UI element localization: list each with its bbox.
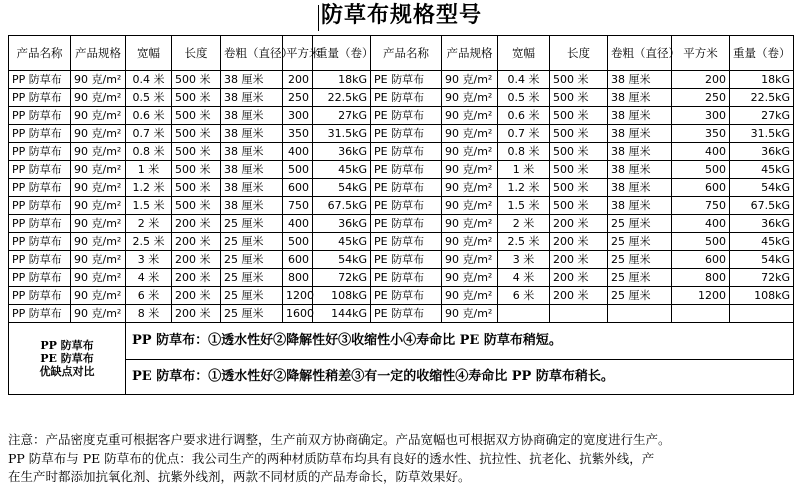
cell-width: 0.5 米 [126, 89, 172, 107]
cell-area: 250 [672, 89, 730, 107]
cell-product-name: PP 防草布 [9, 251, 71, 269]
header-product-name: 产品名称 [371, 36, 442, 71]
cell-product-spec: 90 克/m² [71, 89, 126, 107]
cell-width: 0.4 米 [498, 71, 550, 89]
cell-product-spec: 90 克/m² [442, 107, 498, 125]
cell-product-name: PP 防草布 [9, 305, 71, 323]
cell-product-spec: 90 克/m² [442, 305, 498, 323]
cell-product-name: PE 防草布 [371, 197, 442, 215]
cell-weight: 54kG [313, 179, 371, 197]
cell-weight: 45kG [730, 161, 794, 179]
cell-weight: 18kG [313, 71, 371, 89]
cell-roll-diameter: 38 厘米 [608, 143, 672, 161]
comparison-label-line: PP 防草布 [40, 339, 94, 352]
cell-length: 500 米 [550, 161, 608, 179]
cell-length: 500 米 [550, 71, 608, 89]
cell-width: 0.4 米 [126, 71, 172, 89]
cell-length: 500 米 [550, 107, 608, 125]
cell-length: 200 米 [172, 233, 221, 251]
cell-weight: 54kG [730, 179, 794, 197]
cell-length: 500 米 [172, 161, 221, 179]
cell-length: 200 米 [550, 269, 608, 287]
cell-product-spec: 90 克/m² [442, 161, 498, 179]
cell-weight: 54kG [730, 251, 794, 269]
cell-roll-diameter: 25 厘米 [608, 287, 672, 305]
cell-length: 200 米 [172, 215, 221, 233]
cell-weight: 36kG [313, 143, 371, 161]
cell-area: 350 [672, 125, 730, 143]
cell-length: 200 米 [550, 287, 608, 305]
table-row [9, 125, 794, 143]
cell-roll-diameter: 25 厘米 [221, 251, 283, 269]
comparison-label [9, 323, 126, 395]
cell-product-name: PE 防草布 [371, 251, 442, 269]
cell-area: 500 [283, 161, 313, 179]
cell-product-name: PP 防草布 [9, 89, 71, 107]
cell-roll-diameter: 25 厘米 [221, 215, 283, 233]
comparison-details [126, 323, 794, 395]
cell-product-spec: 90 克/m² [71, 305, 126, 323]
cell-width: 3 米 [126, 251, 172, 269]
cell-product-name: PE 防草布 [371, 287, 442, 305]
header-roll-diameter: 卷粗（直径） [608, 36, 672, 71]
cell-weight: 36kG [730, 143, 794, 161]
cell-length: 500 米 [172, 179, 221, 197]
table-row [9, 89, 794, 107]
header-area: 平方米 [672, 36, 730, 71]
cell-length: 200 米 [550, 251, 608, 269]
table-row [9, 251, 794, 269]
cell-product-name: PE 防草布 [371, 179, 442, 197]
cell-roll-diameter [608, 305, 672, 323]
cell-product-name: PE 防草布 [371, 125, 442, 143]
cell-width: 2.5 米 [498, 233, 550, 251]
table-header-row [9, 36, 794, 71]
cell-product-spec: 90 克/m² [442, 125, 498, 143]
cell-roll-diameter: 38 厘米 [608, 179, 672, 197]
header-area: 平方米 [283, 36, 313, 71]
cell-product-spec: 90 克/m² [442, 179, 498, 197]
cell-roll-diameter: 38 厘米 [221, 179, 283, 197]
cell-width: 4 米 [126, 269, 172, 287]
cell-product-name: PE 防草布 [371, 71, 442, 89]
header-product-name: 产品名称 [9, 36, 71, 71]
cell-area: 800 [283, 269, 313, 287]
cell-length: 500 米 [172, 107, 221, 125]
table-row [9, 179, 794, 197]
cell-weight: 31.5kG [730, 125, 794, 143]
cell-product-spec: 90 克/m² [71, 197, 126, 215]
cell-product-spec: 90 克/m² [442, 233, 498, 251]
cell-width: 1 米 [498, 161, 550, 179]
text-cursor [318, 5, 319, 31]
table-row [9, 71, 794, 89]
cell-product-spec: 90 克/m² [71, 215, 126, 233]
cell-product-name: PE 防草布 [371, 215, 442, 233]
cell-width: 2 米 [126, 215, 172, 233]
cell-weight: 18kG [730, 71, 794, 89]
cell-width: 0.5 米 [498, 89, 550, 107]
cell-product-name: PE 防草布 [371, 89, 442, 107]
cell-width: 0.6 米 [498, 107, 550, 125]
pp-comparison-text: PP 防草布：①透水性好②降解性好③收缩性小④寿命比 PE 防草布稍短。 [126, 323, 793, 360]
cell-roll-diameter: 25 厘米 [608, 233, 672, 251]
cell-weight: 36kG [313, 215, 371, 233]
note-additives: 在生产时都添加抗氧化剂、抗紫外线剂，两款不同材质的产品寿命长，防草效果好。 [8, 469, 471, 484]
cell-product-name: PE 防草布 [371, 305, 442, 323]
cell-weight [730, 305, 794, 323]
cell-product-spec: 90 克/m² [442, 251, 498, 269]
cell-area: 800 [672, 269, 730, 287]
page-title: 防草布规格型号 [320, 3, 482, 28]
table-row [9, 269, 794, 287]
cell-roll-diameter: 38 厘米 [608, 161, 672, 179]
cell-length: 500 米 [172, 143, 221, 161]
header-length: 长度 [550, 36, 608, 71]
cell-area: 350 [283, 125, 313, 143]
cell-length: 200 米 [172, 287, 221, 305]
cell-product-name: PP 防草布 [9, 233, 71, 251]
cell-product-name: PP 防草布 [9, 71, 71, 89]
cell-product-name: PP 防草布 [9, 107, 71, 125]
cell-product-spec: 90 克/m² [442, 143, 498, 161]
cell-width: 8 米 [126, 305, 172, 323]
cell-product-name: PE 防草布 [371, 161, 442, 179]
cell-product-spec: 90 克/m² [71, 143, 126, 161]
cell-weight: 144kG [313, 305, 371, 323]
cell-width: 6 米 [498, 287, 550, 305]
cell-product-spec: 90 克/m² [71, 179, 126, 197]
cell-roll-diameter: 38 厘米 [221, 71, 283, 89]
cell-length: 500 米 [550, 197, 608, 215]
cell-length: 200 米 [172, 251, 221, 269]
cell-width: 1.2 米 [498, 179, 550, 197]
cell-length: 200 米 [550, 233, 608, 251]
cell-product-spec: 90 克/m² [71, 125, 126, 143]
cell-product-name: PP 防草布 [9, 287, 71, 305]
cell-width: 3 米 [498, 251, 550, 269]
cell-weight: 108kG [313, 287, 371, 305]
cell-roll-diameter: 25 厘米 [221, 233, 283, 251]
table-row [9, 161, 794, 179]
cell-width: 2 米 [498, 215, 550, 233]
cell-product-spec: 90 克/m² [442, 215, 498, 233]
cell-roll-diameter: 25 厘米 [221, 305, 283, 323]
cell-weight: 67.5kG [730, 197, 794, 215]
cell-length: 500 米 [550, 89, 608, 107]
cell-product-spec: 90 克/m² [442, 89, 498, 107]
cell-weight: 22.5kG [730, 89, 794, 107]
cell-area: 600 [672, 251, 730, 269]
cell-length: 200 米 [550, 215, 608, 233]
cell-product-spec: 90 克/m² [71, 287, 126, 305]
comparison-label-line: 优缺点对比 [39, 365, 95, 378]
cell-product-spec: 90 克/m² [71, 107, 126, 125]
cell-roll-diameter: 38 厘米 [608, 125, 672, 143]
cell-roll-diameter: 25 厘米 [221, 287, 283, 305]
cell-roll-diameter: 25 厘米 [608, 215, 672, 233]
cell-length: 500 米 [550, 179, 608, 197]
cell-area: 500 [672, 161, 730, 179]
cell-area: 500 [672, 233, 730, 251]
cell-weight: 22.5kG [313, 89, 371, 107]
cell-product-name: PP 防草布 [9, 125, 71, 143]
cell-width: 1.5 米 [498, 197, 550, 215]
header-width: 宽幅 [126, 36, 172, 71]
cell-product-spec: 90 克/m² [71, 251, 126, 269]
cell-weight: 45kG [730, 233, 794, 251]
cell-area: 300 [283, 107, 313, 125]
cell-product-spec: 90 克/m² [442, 287, 498, 305]
cell-width: 6 米 [126, 287, 172, 305]
note-advantages: PP 防草布与 PE 防草布的优点：我公司生产的两种材质防草布均具有良好的透水性、抗拉性、抗老化、抗紫外线，产 [8, 451, 655, 466]
table-row [9, 143, 794, 161]
cell-product-spec: 90 克/m² [71, 71, 126, 89]
header-width: 宽幅 [498, 36, 550, 71]
pe-comparison-text: PE 防草布：①透水性好②降解性稍差③有一定的收缩性④寿命比 PP 防草布稍长。 [132, 369, 614, 384]
cell-width: 1.2 米 [126, 179, 172, 197]
cell-weight: 45kG [313, 161, 371, 179]
cell-area: 1600 [283, 305, 313, 323]
cell-width: 1.5 米 [126, 197, 172, 215]
cell-product-spec: 90 克/m² [442, 197, 498, 215]
cell-area: 750 [672, 197, 730, 215]
cell-roll-diameter: 25 厘米 [608, 269, 672, 287]
note-density: 注意：产品密度克重可根据客户要求进行调整，生产前双方协商确定。产品宽幅也可根据双方协商确定的宽度进行生产。 [8, 432, 671, 447]
cell-roll-diameter: 38 厘米 [221, 143, 283, 161]
cell-product-name: PP 防草布 [9, 269, 71, 287]
cell-weight: 45kG [313, 233, 371, 251]
cell-length: 500 米 [172, 71, 221, 89]
cell-roll-diameter: 38 厘米 [608, 197, 672, 215]
cell-area [672, 305, 730, 323]
cell-roll-diameter: 38 厘米 [221, 197, 283, 215]
cell-product-spec: 90 克/m² [71, 161, 126, 179]
table-row [9, 107, 794, 125]
cell-roll-diameter: 38 厘米 [608, 89, 672, 107]
table-row [9, 215, 794, 233]
document-title-bar [0, 2, 800, 32]
cell-product-name: PE 防草布 [371, 143, 442, 161]
cell-weight: 72kG [313, 269, 371, 287]
cell-product-name: PE 防草布 [371, 107, 442, 125]
cell-area: 200 [672, 71, 730, 89]
cell-width: 0.7 米 [498, 125, 550, 143]
cell-weight: 36kG [730, 215, 794, 233]
cell-width [498, 305, 550, 323]
cell-product-name: PE 防草布 [371, 233, 442, 251]
cell-area: 600 [283, 179, 313, 197]
cell-product-name: PP 防草布 [9, 197, 71, 215]
cell-weight: 72kG [730, 269, 794, 287]
cell-roll-diameter: 38 厘米 [221, 125, 283, 143]
cell-area: 250 [283, 89, 313, 107]
cell-width: 0.8 米 [126, 143, 172, 161]
cell-area: 1200 [672, 287, 730, 305]
cell-area: 750 [283, 197, 313, 215]
table-row [9, 197, 794, 215]
cell-product-spec: 90 克/m² [442, 71, 498, 89]
cell-width: 4 米 [498, 269, 550, 287]
cell-width: 1 米 [126, 161, 172, 179]
cell-area: 200 [283, 71, 313, 89]
cell-weight: 54kG [313, 251, 371, 269]
cell-roll-diameter: 25 厘米 [221, 269, 283, 287]
cell-width: 0.8 米 [498, 143, 550, 161]
header-roll-diameter: 卷粗（直径） [221, 36, 283, 71]
cell-weight: 31.5kG [313, 125, 371, 143]
header-length: 长度 [172, 36, 221, 71]
cell-width: 0.7 米 [126, 125, 172, 143]
table-row [9, 287, 794, 305]
header-weight: 重量（卷） [730, 36, 794, 71]
comparison-label-line: PE 防草布 [40, 352, 94, 365]
cell-area: 500 [283, 233, 313, 251]
cell-length: 500 米 [172, 89, 221, 107]
cell-weight: 67.5kG [313, 197, 371, 215]
cell-length: 200 米 [172, 305, 221, 323]
cell-width: 0.6 米 [126, 107, 172, 125]
cell-length: 500 米 [172, 125, 221, 143]
cell-product-spec: 90 克/m² [442, 269, 498, 287]
cell-length: 500 米 [550, 143, 608, 161]
cell-roll-diameter: 38 厘米 [221, 89, 283, 107]
table-row [9, 233, 794, 251]
cell-roll-diameter: 38 厘米 [608, 71, 672, 89]
cell-area: 400 [672, 143, 730, 161]
cell-product-spec: 90 克/m² [71, 269, 126, 287]
cell-length: 200 米 [172, 269, 221, 287]
cell-width: 2.5 米 [126, 233, 172, 251]
comparison-row [9, 323, 794, 395]
cell-area: 600 [672, 179, 730, 197]
cell-roll-diameter: 25 厘米 [608, 251, 672, 269]
cell-weight: 108kG [730, 287, 794, 305]
cell-area: 300 [672, 107, 730, 125]
cell-product-name: PP 防草布 [9, 161, 71, 179]
cell-product-name: PP 防草布 [9, 179, 71, 197]
header-weight: 重量（卷） [313, 36, 371, 71]
cell-length [550, 305, 608, 323]
spec-table [8, 35, 794, 395]
header-product-spec: 产品规格 [71, 36, 126, 71]
cell-product-name: PP 防草布 [9, 215, 71, 233]
header-product-spec: 产品规格 [442, 36, 498, 71]
table-row [9, 305, 794, 323]
cell-length: 500 米 [550, 125, 608, 143]
cell-area: 600 [283, 251, 313, 269]
cell-product-spec: 90 克/m² [71, 233, 126, 251]
cell-area: 400 [283, 215, 313, 233]
cell-product-name: PP 防草布 [9, 143, 71, 161]
cell-area: 1200 [283, 287, 313, 305]
cell-area: 400 [672, 215, 730, 233]
cell-roll-diameter: 38 厘米 [221, 161, 283, 179]
cell-length: 500 米 [172, 197, 221, 215]
cell-roll-diameter: 38 厘米 [608, 107, 672, 125]
cell-product-name: PE 防草布 [371, 269, 442, 287]
cell-weight: 27kG [313, 107, 371, 125]
cell-weight: 27kG [730, 107, 794, 125]
cell-roll-diameter: 38 厘米 [221, 107, 283, 125]
cell-area: 400 [283, 143, 313, 161]
